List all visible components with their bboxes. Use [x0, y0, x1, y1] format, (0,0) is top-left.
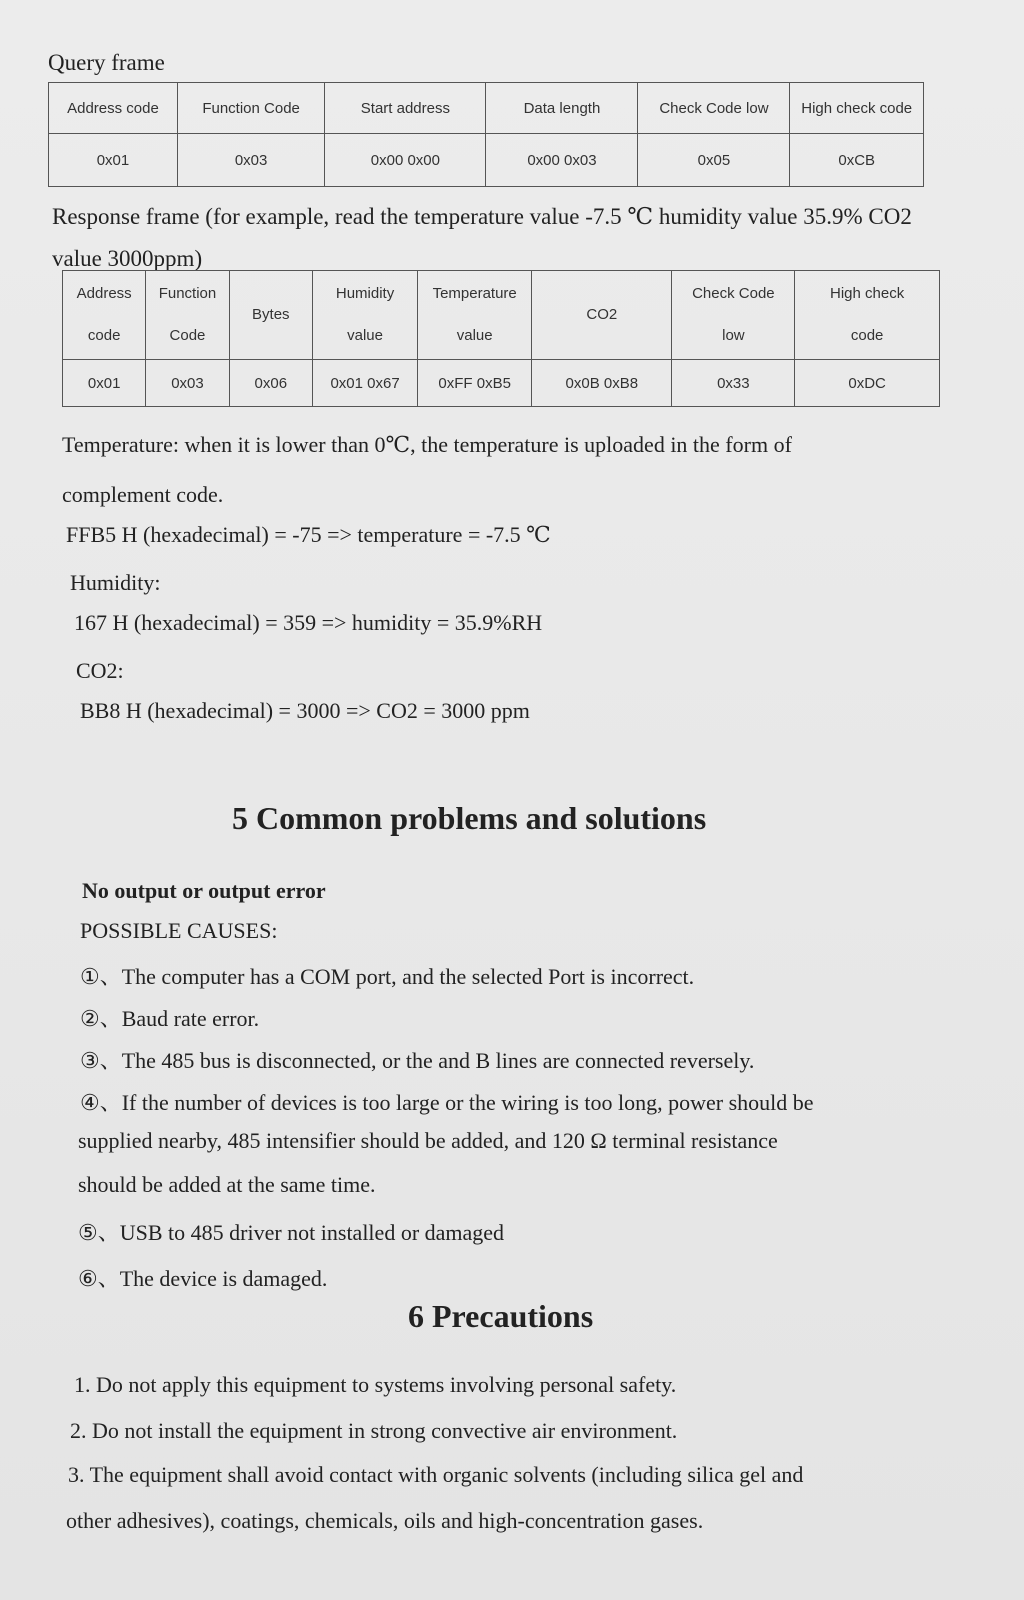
section-5-heading: 5 Common problems and solutions [232, 800, 707, 836]
list-item: should be added at the same time. [78, 1172, 376, 1197]
table-header-cell: Bytes [229, 271, 312, 360]
table-header-cell: CO2 [532, 271, 672, 360]
table-cell: 0xFF 0xB5 [418, 360, 532, 407]
temperature-explanation: Temperature: when it is lower than 0℃, the temperature is uploaded in the form of [62, 432, 792, 457]
possible-causes-label: POSSIBLE CAUSES: [80, 918, 278, 943]
table-cell: 0xDC [795, 360, 940, 407]
humidity-calculation: 167 H (hexadecimal) = 359 => humidity = 35.9%RH [74, 610, 543, 635]
response-frame-title: Response frame (for example, read the temperature value -7.5 ℃ humidity value 35.9% CO2 value 3000ppm) [52, 204, 912, 271]
list-item: ③、The 485 bus is disconnected, or the and B lines are connected reversely. [80, 1048, 755, 1073]
table-header-cell: Function Code [146, 271, 229, 360]
table-cell: 0x03 [177, 134, 324, 187]
co2-label: CO2: [76, 658, 124, 683]
table-header-cell: Start address [325, 83, 486, 134]
table-header-cell: Temperature value [418, 271, 532, 360]
list-item: 1. Do not apply this equipment to systems involving personal safety. [74, 1372, 677, 1397]
table-row [49, 134, 924, 187]
response-frame-table [62, 270, 940, 407]
list-item: other adhesives), coatings, chemicals, oils and high-concentration gases. [66, 1508, 704, 1533]
list-item: ⑥、The device is damaged. [78, 1266, 328, 1291]
temperature-explanation-cont: complement code. [62, 482, 224, 507]
table-cell: 0x0B 0xB8 [532, 360, 672, 407]
table-cell: 0x00 0x00 [325, 134, 486, 187]
list-item: ⑤、USB to 485 driver not installed or damaged [78, 1220, 505, 1245]
table-header-cell: Address code [63, 271, 146, 360]
humidity-label: Humidity: [70, 570, 161, 595]
list-item: 2. Do not install the equipment in strong convective air environment. [70, 1418, 678, 1443]
table-header-cell: High check code [795, 271, 940, 360]
query-frame-table [48, 82, 924, 187]
table-header-cell: Data length [486, 83, 638, 134]
table-header-cell: Check Code low [638, 83, 790, 134]
table-header-row [63, 271, 940, 360]
table-cell: 0x01 0x67 [312, 360, 417, 407]
table-header-cell: Check Code low [672, 271, 795, 360]
query-frame-title: Query frame [48, 50, 165, 75]
table-cell: 0x01 [49, 134, 178, 187]
table-header-cell: Humidity value [312, 271, 417, 360]
table-cell: 0xCB [790, 134, 924, 187]
table-header-row [49, 83, 924, 134]
table-header-cell: Function Code [177, 83, 324, 134]
table-cell: 0x06 [229, 360, 312, 407]
table-header-cell: Address code [49, 83, 178, 134]
table-cell: 0x03 [146, 360, 229, 407]
table-cell: 0x05 [638, 134, 790, 187]
list-item: ④、If the number of devices is too large or the wiring is too long, power should be [80, 1090, 814, 1115]
list-item: 3. The equipment shall avoid contact with organic solvents (including silica gel and [68, 1462, 804, 1487]
table-header-cell: High check code [790, 83, 924, 134]
list-item: ②、Baud rate error. [80, 1006, 260, 1031]
section-5-subheading: No output or output error [82, 878, 326, 903]
table-cell: 0x33 [672, 360, 795, 407]
list-item: ①、The computer has a COM port, and the selected Port is incorrect. [80, 964, 695, 989]
temperature-calculation: FFB5 H (hexadecimal) = -75 => temperature = -7.5 ℃ [66, 522, 551, 547]
co2-calculation: BB8 H (hexadecimal) = 3000 => CO2 = 3000 ppm [80, 698, 530, 723]
table-cell: 0x00 0x03 [486, 134, 638, 187]
list-item: supplied nearby, 485 intensifier should be added, and 120 Ω terminal resistance [78, 1128, 778, 1153]
table-row [63, 360, 940, 407]
table-cell: 0x01 [63, 360, 146, 407]
section-6-heading: 6 Precautions [408, 1298, 594, 1334]
